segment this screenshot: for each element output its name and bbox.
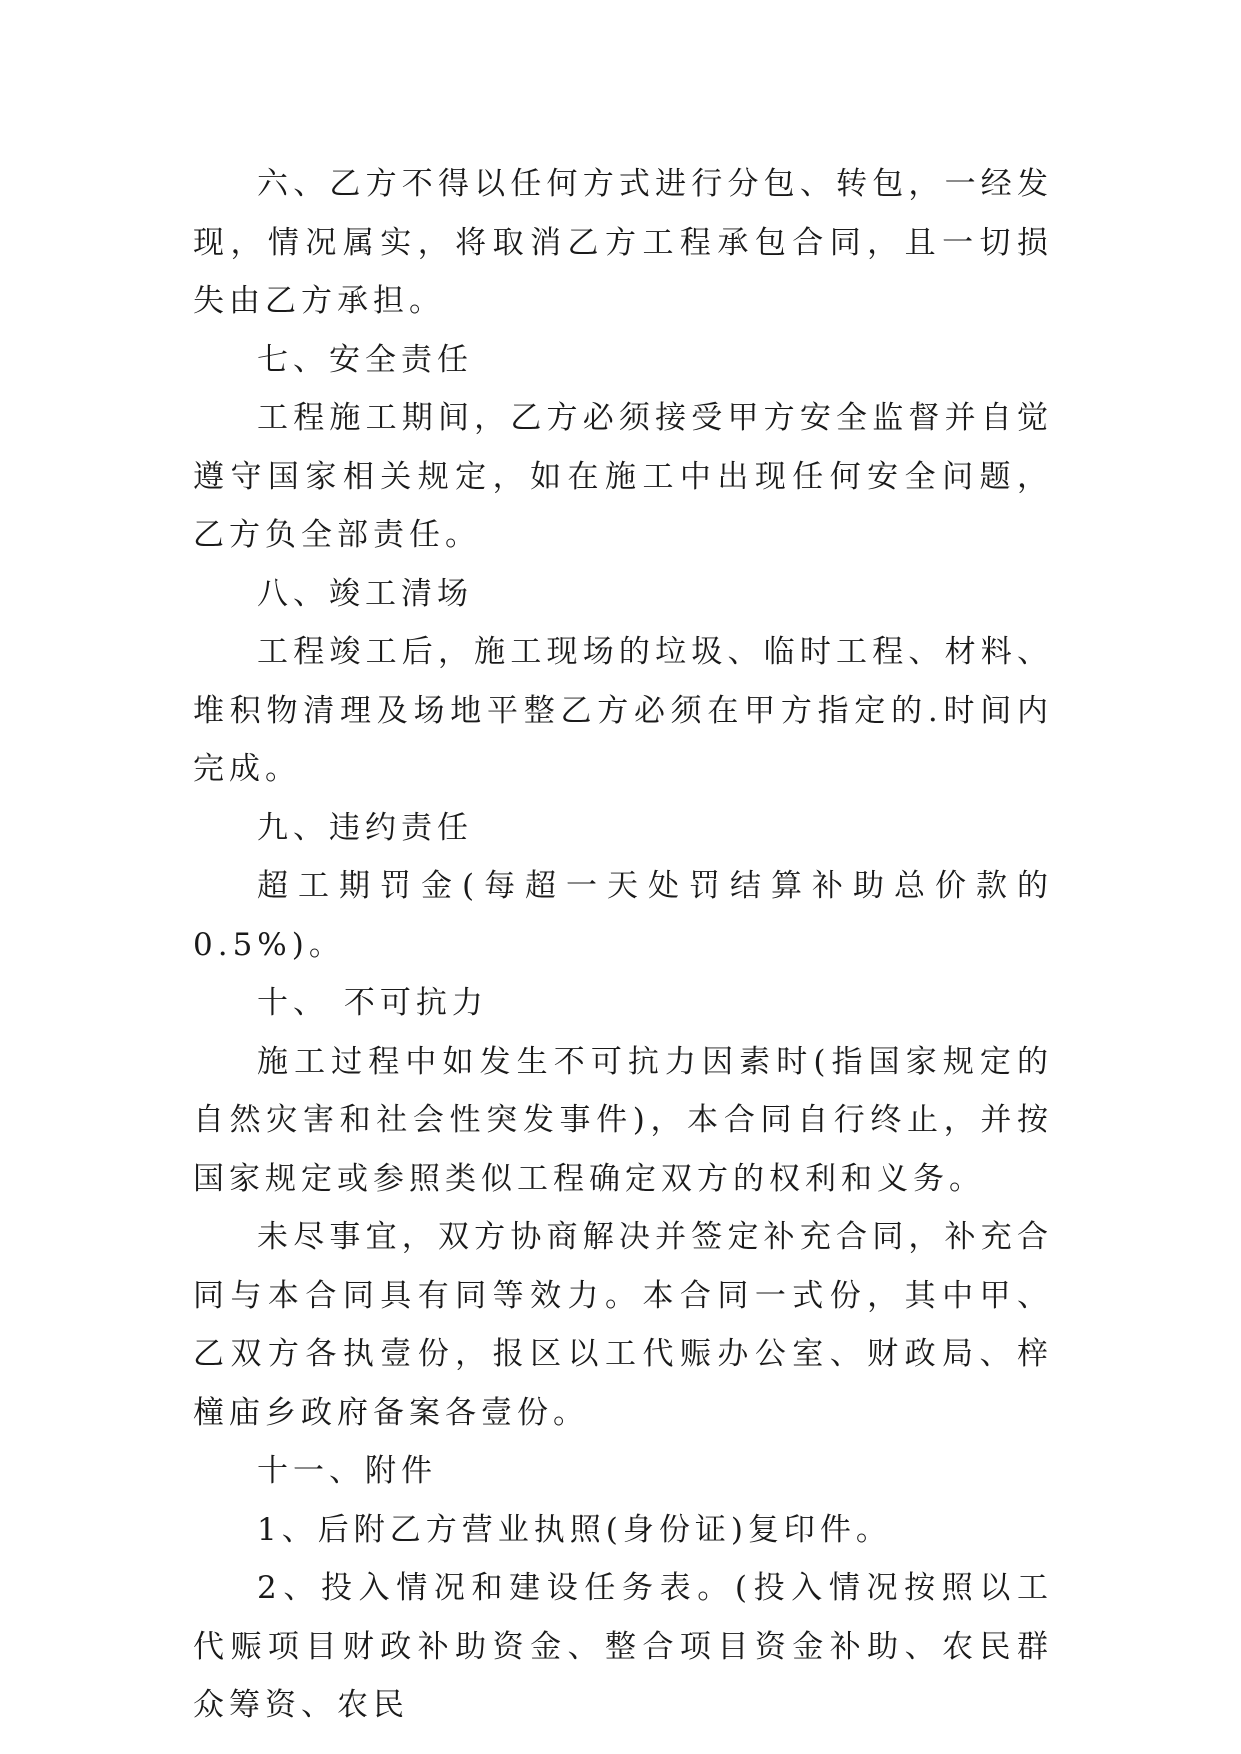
paragraph-breach-liability: 超工期罚金(每超一天处罚结算补助总价款的0.5%)。	[193, 868, 1053, 963]
paragraph-safety-responsibility: 工程施工期间，乙方必须接受甲方安全监督并自觉遵守国家相关规定，如在施工中出现任何安全问题，乙方负全部责任。	[193, 400, 1053, 553]
attachment-item-1: 1、后附乙方营业执照(身份证)复印件。	[257, 1511, 892, 1548]
paragraph-site-clearing: 工程竣工后，施工现场的垃圾、临时工程、材料、堆积物清理及场地平整乙方必须在甲方指定的.时间内完成。	[193, 634, 1053, 787]
document-body	[193, 155, 1053, 1735]
attachment-item-2: 2、投入情况和建设任务表。(投入情况按照以工代赈项目财政补助资金、整合项目资金补助、农民群众筹资、农民	[193, 1570, 1053, 1723]
heading-force-majeure: 十、 不可抗力	[257, 985, 488, 1021]
paragraph-other-matters: 未尽事宜，双方协商解决并签定补充合同，补充合同与本合同具有同等效力。本合同一式份，其中甲、乙双方各执壹份，报区以工代赈办公室、财政局、梓橦庙乡政府备案各壹份。	[193, 1219, 1053, 1431]
heading-breach-liability: 九、违约责任	[257, 809, 473, 846]
heading-attachments: 十一、附件	[257, 1453, 437, 1489]
paragraph-subcontract-ban: 六、乙方不得以任何方式进行分包、转包，一经发现，情况属实，将取消乙方工程承包合同，且一切损失由乙方承担。	[193, 166, 1053, 319]
paragraph-force-majeure: 施工过程中如发生不可抗力因素时(指国家规定的自然灾害和社会性突发事件)，本合同自行终止，并按国家规定或参照类似工程确定双方的权利和义务。	[193, 1043, 1053, 1197]
heading-safety-responsibility: 七、安全责任	[257, 341, 473, 378]
heading-site-clearing: 八、竣工清场	[257, 575, 473, 612]
